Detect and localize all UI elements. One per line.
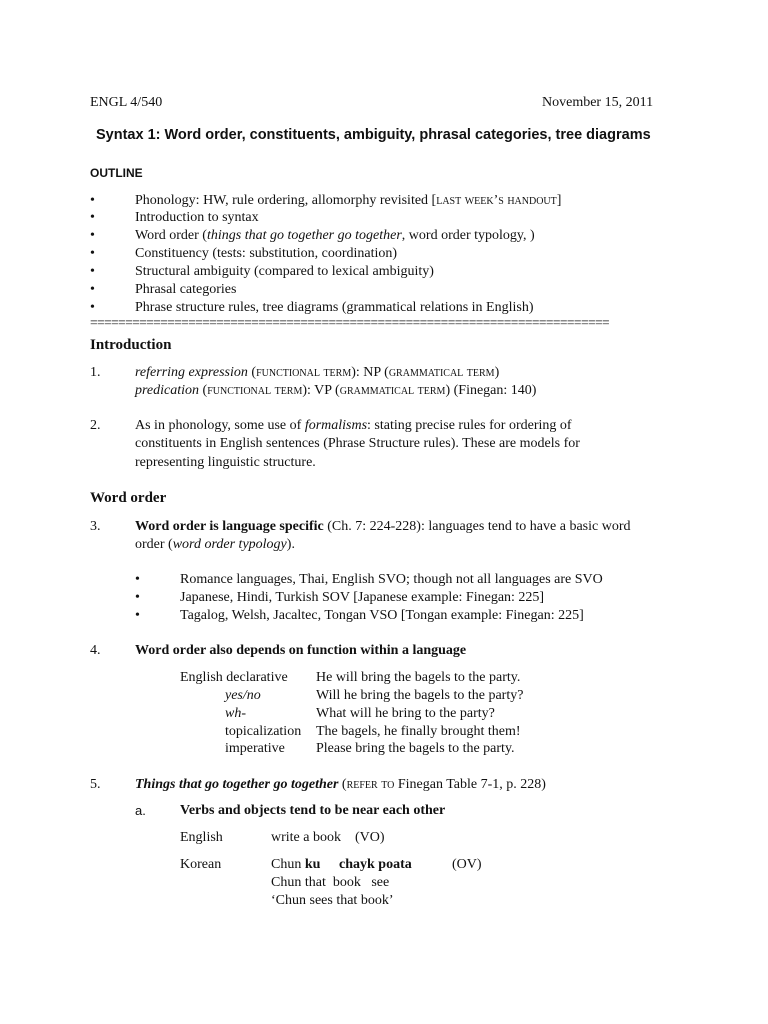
item-number: 5. [90, 777, 101, 792]
sub-item-letter: a. [135, 803, 146, 818]
item-number: 3. [90, 519, 101, 534]
word-order-heading: Word order [90, 490, 167, 506]
handout-title: Syntax 1: Word order, constituents, ambiguity, phrasal categories, tree diagrams [96, 127, 651, 143]
bullet-icon: • [90, 228, 95, 243]
sentence-type-label: topicalization [225, 724, 302, 739]
sentence-type-label: imperative [225, 741, 285, 756]
bullet-icon: • [90, 282, 95, 297]
word-order-tag: (OV) [452, 857, 482, 872]
typology-item: Romance languages, Thai, English SVO; though not all languages are SVO [180, 572, 603, 587]
item-number: 1. [90, 365, 101, 380]
item-number: 4. [90, 643, 101, 658]
bullet-icon: • [90, 264, 95, 279]
word-order-line: Word order is language specific (Ch. 7: 224-228): languages tend to have a basic word [135, 519, 631, 534]
korean-verb: chayk poata [339, 857, 412, 872]
outline-item: Constituency (tests: substitution, coordination) [135, 246, 398, 261]
bullet-icon: • [90, 300, 95, 315]
bullet-icon: • [90, 210, 95, 225]
intro-paragraph-line: representing linguistic structure. [135, 455, 316, 470]
intro-paragraph-line: As in phonology, some use of formalisms: stating precise rules for ordering of [135, 418, 572, 433]
sentence-type-label: wh- [225, 706, 246, 721]
outline-item: Phrase structure rules, tree diagrams (grammatical relations in English) [135, 300, 534, 315]
outline-item: Structural ambiguity (compared to lexical ambiguity) [135, 264, 434, 279]
introduction-heading: Introduction [90, 337, 172, 353]
handout-date: November 15, 2011 [542, 95, 654, 110]
outline-item: Word order (things that go together go together, word order typology, ) [135, 228, 535, 243]
example-sentence: What will he bring to the party? [316, 706, 495, 721]
function-heading: Word order also depends on function within a language [135, 643, 467, 658]
example-sentence: The bagels, he finally brought them! [316, 724, 521, 739]
example-sentence: Please bring the bagels to the party. [316, 741, 515, 756]
language-label: Korean [180, 857, 222, 872]
bullet-icon: • [135, 608, 140, 623]
english-example: write a book (VO) [271, 830, 385, 845]
example-sentence: He will bring the bagels to the party. [316, 670, 521, 685]
item-number: 2. [90, 418, 101, 433]
example-sentence: Will he bring the bagels to the party? [316, 688, 524, 703]
sentence-type-label: English declarative [180, 670, 288, 685]
outline-item: Phrasal categories [135, 282, 237, 297]
bullet-icon: • [135, 590, 140, 605]
bullet-icon: • [135, 572, 140, 587]
korean-example: Chun ku [271, 857, 321, 872]
sentence-type-label: yes/no [225, 688, 261, 703]
intro-line-referring: referring expression (functional term): NP (grammatical term) [135, 365, 500, 380]
bullet-icon: • [90, 246, 95, 261]
intro-paragraph-line: constituents in English sentences (Phrase Structure rules). These are models for [135, 436, 580, 451]
intro-line-predication: predication (functional term): VP (grammatical term) (Finegan: 140) [135, 383, 537, 398]
things-together-line: Things that go together go together (refer to Finegan Table 7-1, p. 228) [135, 777, 546, 792]
bullet-icon: • [90, 193, 95, 208]
section-divider: ========================================================================== [90, 315, 610, 330]
outline-label: OUTLINE [90, 166, 143, 180]
typology-item: Japanese, Hindi, Turkish SOV [Japanese example: Finegan: 225] [180, 590, 545, 605]
outline-item: Introduction to syntax [135, 210, 259, 225]
course-code: ENGL 4/540 [90, 95, 163, 110]
word-order-line: order (word order typology). [135, 537, 295, 552]
language-label: English [180, 830, 223, 845]
typology-item: Tagalog, Welsh, Jacaltec, Tongan VSO [Tongan example: Finegan: 225] [180, 608, 584, 623]
korean-translation: ‘Chun sees that book’ [271, 893, 394, 908]
outline-item: Phonology: HW, rule ordering, allomorphy revisited [last week’s handout] [135, 193, 562, 208]
sub-item-heading: Verbs and objects tend to be near each other [180, 803, 446, 818]
korean-gloss: Chun that book see [271, 875, 390, 890]
